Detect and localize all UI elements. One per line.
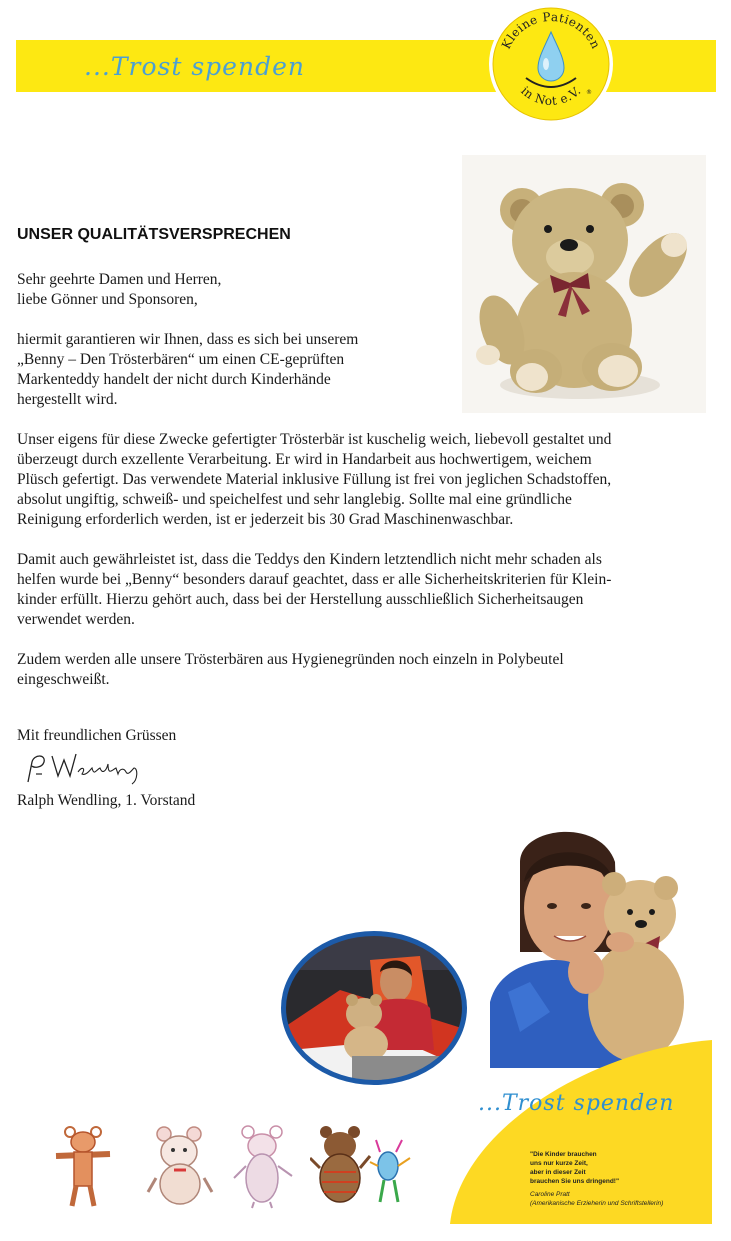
text-line: helfen wurde bei „Benny“ besonders darauf geachtet, dass er alle Sicherheitskriterien für Klein- (17, 571, 612, 588)
text-line: „Benny – Den Trösterbären“ um einen CE-geprüften (17, 351, 345, 368)
registered-mark: ® (586, 89, 592, 96)
paragraph-hygiene (17, 650, 564, 690)
header-slogan: ...Trost spenden (84, 52, 305, 81)
text-line: absolut ungiftig, schweiß- und speichelfest und sehr langlebig. Sollte mal eine gründliche (17, 491, 572, 508)
child-drawing-bear-1 (52, 1122, 122, 1210)
text-line: Damit auch gewährleistet ist, dass die Teddys den Kindern letztendlich nicht mehr schaden als (17, 551, 602, 568)
text-line: Zudem werden alle unsere Trösterbären aus Hygienegründen noch einzeln in Polybeutel (17, 651, 564, 668)
salutation (17, 270, 221, 310)
child-drawing-bear-2 (146, 1122, 216, 1210)
salutation-line: liebe Gönner und Sponsoren, (17, 291, 198, 308)
quote-author: Caroline Pratt (530, 1191, 570, 1198)
text-line: eingeschweißt. (17, 671, 110, 688)
closing: Mit freundlichen Grüssen (17, 727, 177, 744)
footer-slogan: ...Trost spenden (478, 1091, 675, 1116)
letter-heading: UNSER QUALITÄTSVERSPRECHEN (17, 226, 291, 243)
intro-paragraph (17, 330, 358, 410)
child-drawing-bear-3 (232, 1122, 302, 1210)
text-line: Markenteddy handelt der nicht durch Kinderhände (17, 371, 331, 388)
text-line: verwendet werden. (17, 611, 135, 628)
girl-with-teddy-photo (490, 822, 712, 1068)
handwritten-signature (22, 746, 146, 786)
kleine-patienten-logo (486, 2, 616, 126)
child-drawing-animals (310, 1122, 414, 1210)
text-line: Plüsch gefertigt. Das verwendete Material inklusive Füllung ist frei von jeglichen Schadstoffen, (17, 471, 612, 488)
logo-text-top: Kleine Patienten (498, 9, 604, 52)
signer-name: Ralph Wendling, 1. Vorstand (17, 792, 196, 809)
text-line: Reinigung erforderlich werden, ist er jederzeit bis 30 Grad Maschinenwaschbar. (17, 511, 514, 528)
text-line: Unser eigens für diese Zwecke gefertigter Trösterbär ist kuschelig weich, liebevoll gestaltet und (17, 431, 612, 448)
text-line: hiermit garantieren wir Ihnen, dass es sich bei unserem (17, 331, 359, 348)
text-line: hergestellt wird. (17, 391, 118, 408)
teddy-bear-image (462, 155, 706, 413)
paragraph-safety (17, 550, 611, 630)
text-line: überzeugt durch exzellente Verarbeitung. Er wird in Handarbeit aus hochwertigem, weichem (17, 451, 592, 468)
salutation-line: Sehr geehrte Damen und Herren, (17, 271, 222, 288)
quote-author-role: (Amerikanische Erzieherin und Schriftstellerin) (530, 1200, 664, 1207)
logo-text-bottom: in Not e.V. (518, 83, 584, 109)
text-line: kinder erfüllt. Hierzu gehört auch, dass bei der Herstellung ausschließlich Sicherheitsaugen (17, 591, 584, 608)
footer-quote (530, 1150, 700, 1208)
quote-text: "Die Kinder brauchen uns nur kurze Zeit, aber in dieser Zeit brauchen Sie uns dringend!" (530, 1151, 620, 1185)
paragraph-quality (17, 430, 611, 530)
